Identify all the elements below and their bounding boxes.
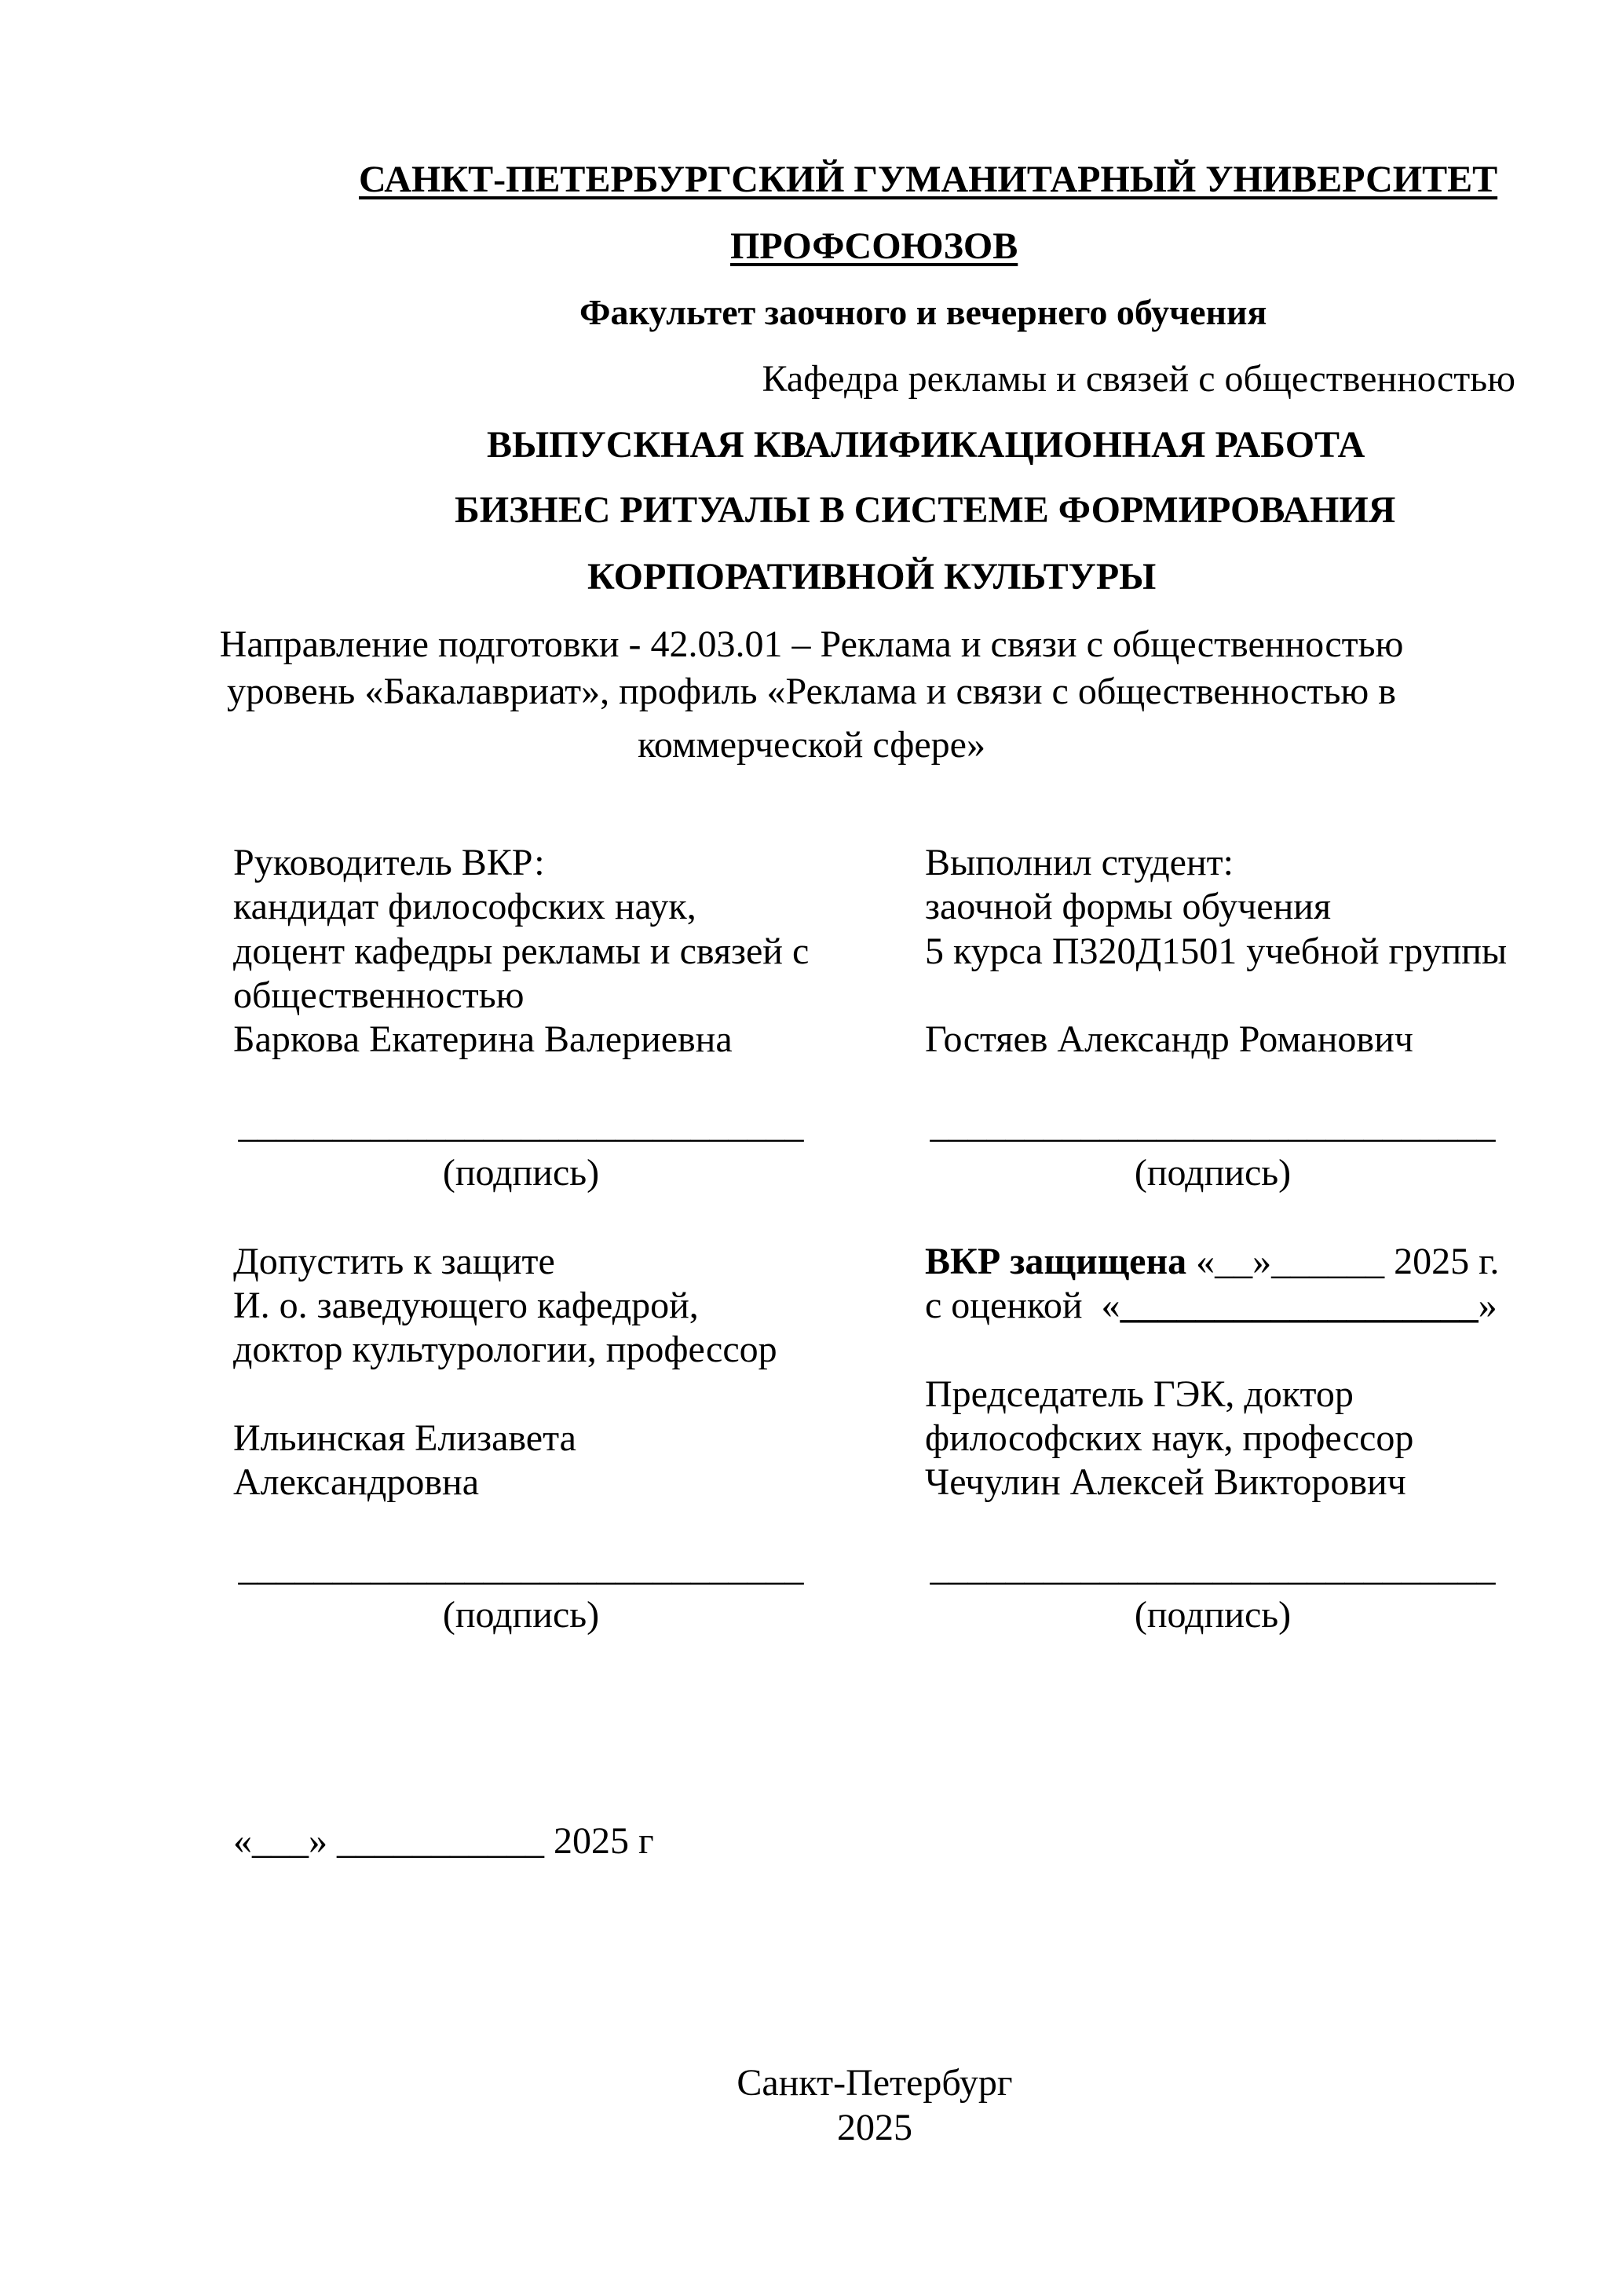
chair-signature-line: ______________________________ xyxy=(930,1547,1496,1589)
admission-position: И. о. заведующего кафедрой, xyxy=(233,1285,699,1326)
student-name: Гостяев Александр Романович xyxy=(925,1018,1413,1060)
student-group: 5 курса П320Д1501 учебной группы xyxy=(925,930,1508,972)
supervisor-position-1: доцент кафедры рекламы и связей с xyxy=(233,930,810,972)
student-signature-line: ______________________________ xyxy=(930,1104,1496,1146)
supervisor-signature-caption: (подпись) xyxy=(442,1152,600,1194)
defense-status-bold: ВКР защищена xyxy=(925,1241,1187,1282)
program-line3: коммерческой сфере» xyxy=(638,724,985,766)
grade-close: » xyxy=(1478,1285,1497,1326)
program-line2: уровень «Бакалавриат», профиль «Реклама и связи с общественностью в xyxy=(227,671,1396,712)
student-signature-caption: (подпись) xyxy=(1134,1152,1292,1194)
chair-name: Чечулин Алексей Викторович xyxy=(925,1461,1406,1503)
date-line: «___» ___________ 2025 г xyxy=(233,1820,654,1862)
admission-name-2: Александровна xyxy=(233,1461,480,1503)
topic-title-line2: КОРПОРАТИВНОЙ КУЛЬТУРЫ xyxy=(587,556,1157,598)
grade-label: с оценкой « xyxy=(925,1285,1120,1326)
admission-signature-line: ______________________________ xyxy=(238,1547,804,1589)
program-line1: Направление подготовки - 42.03.01 – Реклама и связи с общественностью xyxy=(219,623,1404,665)
defense-grade xyxy=(925,1284,1497,1328)
admission-name-1: Ильинская Елизавета xyxy=(233,1417,576,1459)
supervisor-degree: кандидат философских наук, xyxy=(233,886,696,927)
faculty-name: Факультет заочного и вечернего обучения xyxy=(579,292,1267,332)
department-name: Кафедра рекламы и связей с общественностью xyxy=(762,358,1515,400)
supervisor-label: Руководитель ВКР: xyxy=(233,842,545,883)
defense-status xyxy=(925,1240,1499,1284)
admission-signature-caption: (подпись) xyxy=(442,1594,600,1636)
student-label: Выполнил студент: xyxy=(925,842,1234,883)
footer-city: Санкт-Петербург xyxy=(737,2062,1013,2104)
chair-title-1: Председатель ГЭК, доктор xyxy=(925,1373,1354,1415)
topic-title-line1: БИЗНЕС РИТУАЛЫ В СИСТЕМЕ ФОРМИРОВАНИЯ xyxy=(455,489,1396,531)
university-name-line1: САНКТ-ПЕТЕРБУРГСКИЙ ГУМАНИТАРНЫЙ УНИВЕРСИТЕТ xyxy=(359,159,1498,200)
supervisor-name: Баркова Екатерина Валериевна xyxy=(233,1018,733,1060)
admission-label: Допустить к защите xyxy=(233,1241,555,1282)
university-name-line2: ПРОФСОЮЗОВ xyxy=(730,225,1018,267)
chair-signature-caption: (подпись) xyxy=(1134,1594,1292,1636)
work-type-title: ВЫПУСКНАЯ КВАЛИФИКАЦИОННАЯ РАБОТА xyxy=(487,424,1365,466)
student-form: заочной формы обучения xyxy=(925,886,1332,927)
supervisor-position-2: общественностью xyxy=(233,974,525,1016)
supervisor-signature-line: ______________________________ xyxy=(238,1104,804,1146)
grade-blank: ___________________ xyxy=(1120,1285,1479,1326)
defense-status-date: «__»______ 2025 г. xyxy=(1186,1241,1500,1282)
admission-degree: доктор культурологии, профессор xyxy=(233,1329,777,1370)
footer-year: 2025 xyxy=(837,2107,912,2148)
chair-title-2: философских наук, профессор xyxy=(925,1417,1414,1459)
